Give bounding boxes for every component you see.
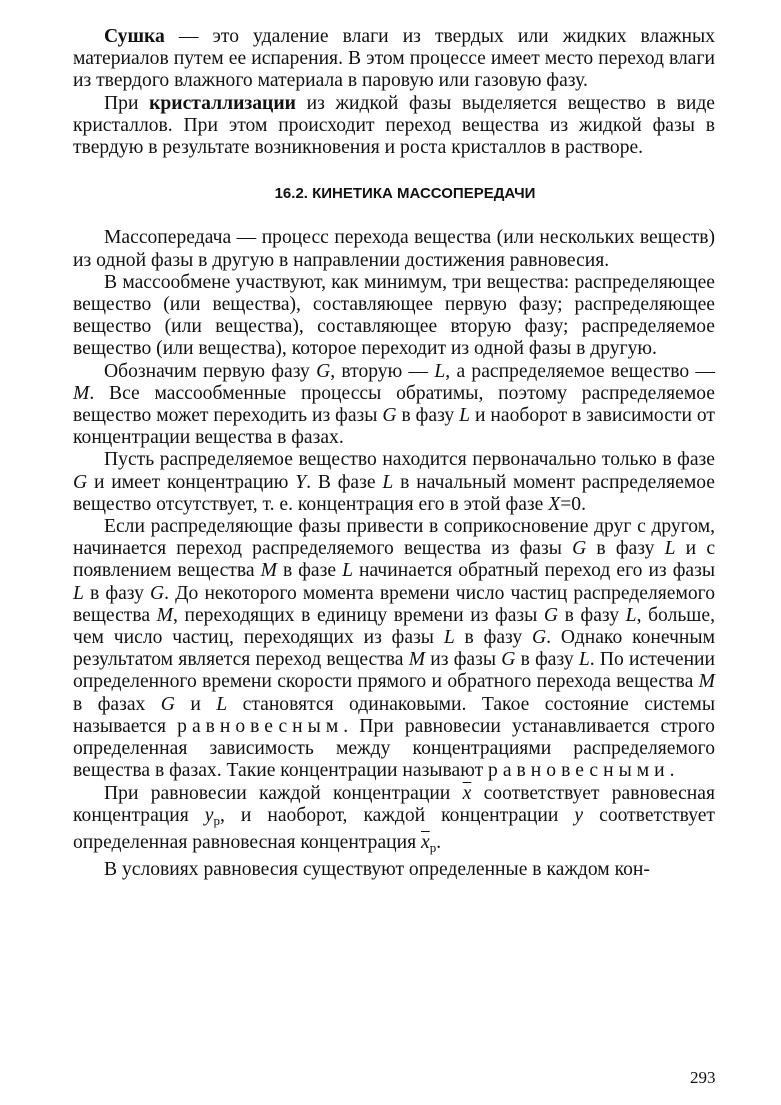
text-span: . <box>436 831 442 853</box>
symbol-m: M <box>156 604 173 626</box>
text-span: . До некоторого момента времени число частиц распределяемого вещества <box>73 582 715 626</box>
symbol-g: G <box>150 582 165 604</box>
term-equilibrium-concentrations: равновесными <box>488 760 670 782</box>
symbol-g: G <box>543 604 559 626</box>
symbol-g: G <box>73 471 88 493</box>
text-span: и имеет концентрацию <box>87 471 296 493</box>
symbol-x-bar: $\overline{x}$ <box>462 782 472 804</box>
symbol-y: y <box>574 804 584 826</box>
paragraph-drying-text: — это удаление влаги из твердых или жидких влажных материалов путем ее испарения. В этом процессе имеет место переход влаги из твердого влажного материала в паровую или газовую фазу. <box>73 26 715 92</box>
term-equilibrium: равновесным <box>177 715 344 737</box>
paragraph-crystallization <box>73 93 715 160</box>
symbol-l: L <box>625 604 637 626</box>
symbol-y: Y <box>295 471 307 493</box>
text-span: соответствует равновесная концентрация <box>73 782 716 826</box>
text-span: из фазы <box>425 649 502 671</box>
symbol-g: G <box>160 693 175 715</box>
text-span: , больше, чем число частиц, переходящих из фазы <box>73 604 715 649</box>
text-span: . <box>669 760 675 782</box>
text-span: в фазу <box>396 405 460 427</box>
text-span: Если распределяющие фазы привести в соприкосновение друг с другом, начинается переход распределяемого вещества из фазы <box>73 516 715 560</box>
symbol-x-bar: $\overline{x}$ <box>421 831 430 853</box>
symbol-g: G <box>531 627 547 649</box>
paragraph-continuation: В условиях равновесия существуют определенные в каждом кон- <box>104 859 650 881</box>
symbol-l: L <box>443 627 455 649</box>
symbol-l: L <box>382 471 394 493</box>
text-span: и с появлением вещества <box>73 538 716 582</box>
symbol-m: M <box>408 649 426 671</box>
text-span: При равновесии каждой концентрации <box>104 782 463 804</box>
text-span: в фазе <box>276 560 343 582</box>
text-span: в фазу <box>586 538 665 560</box>
symbol-y: y <box>204 804 214 826</box>
section-heading: 16.2. КИНЕТИКА МАССОПЕРЕДАЧИ <box>274 185 536 203</box>
page-number: 293 <box>690 1068 716 1087</box>
text-span: из жидкой фазы выделяется вещество в виде кристаллов. При этом происходит переход вещества из жидкой фазы в твердую в результате возникновения и роста кристаллов в растворе. <box>73 92 715 159</box>
text-span: в фазах <box>73 693 161 715</box>
symbol-l: L <box>434 360 446 382</box>
text-span: , а распределяемое вещество — <box>445 360 715 382</box>
text-span: в фазу <box>515 649 579 671</box>
text-span: . В фазе <box>306 471 383 493</box>
text-span: , вторую — <box>330 360 435 382</box>
text-span: и <box>174 693 217 715</box>
text-span: =0. <box>560 493 586 515</box>
text-span: Обозначим первую фазу <box>104 360 317 382</box>
text-span: в фазу <box>83 582 151 604</box>
term-drying: Сушка <box>104 26 165 47</box>
text-span: и наоборот в зависимости от концентрации вещества в фазах. <box>73 405 715 449</box>
text-span: При <box>104 92 150 114</box>
text-span: , переходящих в единицу времени из фазы <box>173 604 544 626</box>
symbol-l: L <box>73 582 84 604</box>
paragraph-mass-transfer-definition: Массопередача — процесс перехода вещества (или нескольких веществ) из одной фазы в другую в направлении достижения равновесия. <box>73 227 715 271</box>
symbol-l: L <box>342 560 353 582</box>
text-span: начинается обратный переход его из фазы <box>353 560 716 582</box>
term-crystallization: кристаллизации <box>149 92 296 114</box>
symbol-g: G <box>501 649 516 671</box>
page-body <box>73 26 715 881</box>
paragraph-drying <box>73 26 715 93</box>
text-span: . Все массообменные процессы обратимы, поэтому распределяемое вещество может переходить из фазы <box>73 382 715 427</box>
symbol-m: M <box>698 671 715 693</box>
text-span: . По истечении определенного времени скорости прямого и обратного перехода вещества <box>73 649 716 693</box>
subscript-p: р <box>429 839 437 855</box>
symbol-l: L <box>216 693 228 715</box>
paragraph-notation <box>73 361 715 450</box>
paragraph-equilibrium-process <box>73 516 715 782</box>
text-span: в начальный момент распределяемое вещество отсутствует, т. е. концентрация его в этой фазе <box>73 471 715 515</box>
symbol-g: G <box>382 405 397 427</box>
symbol-l: L <box>459 405 471 427</box>
symbol-g: G <box>316 360 331 382</box>
paragraph-equilibrium-concentration <box>73 783 715 860</box>
text-span: , и наоборот, каждой концентрации <box>219 804 575 826</box>
text-span: в фазу <box>454 627 532 649</box>
subscript-p: р <box>213 812 220 828</box>
symbol-x: X <box>548 493 561 515</box>
text-span: . Однако конечным результатом является переход вещества <box>73 627 715 671</box>
text-span: . При равновесии устанавливается строго определенная зависимость между концентрациями распределяемого вещества в фазах. Такие концентрации называют <box>73 715 715 782</box>
symbol-m: M <box>260 560 277 582</box>
paragraph-initial-state <box>73 449 715 516</box>
text-span: Пусть распределяемое вещество находится первоначально только в фазе <box>104 449 715 471</box>
text-span: становятся одинаковыми. Такое состояние системы называется <box>73 693 715 737</box>
paragraph-substances: В массообмене участвуют, как минимум, три вещества: распределяющее вещество (или вещества), составляющее первую фазу; распределяющее вещество (или вещества), составляющее вторую фазу; распределяемое вещество (или вещества), которое переходит из одной фазы в другую. <box>73 271 715 360</box>
symbol-g: G <box>572 538 587 560</box>
symbol-l: L <box>578 649 590 671</box>
text-span: в фазу <box>558 604 626 626</box>
symbol-m: M <box>73 382 90 404</box>
text-span: соответствует определенная равновесная концентрация <box>73 804 715 853</box>
symbol-l: L <box>664 538 676 560</box>
